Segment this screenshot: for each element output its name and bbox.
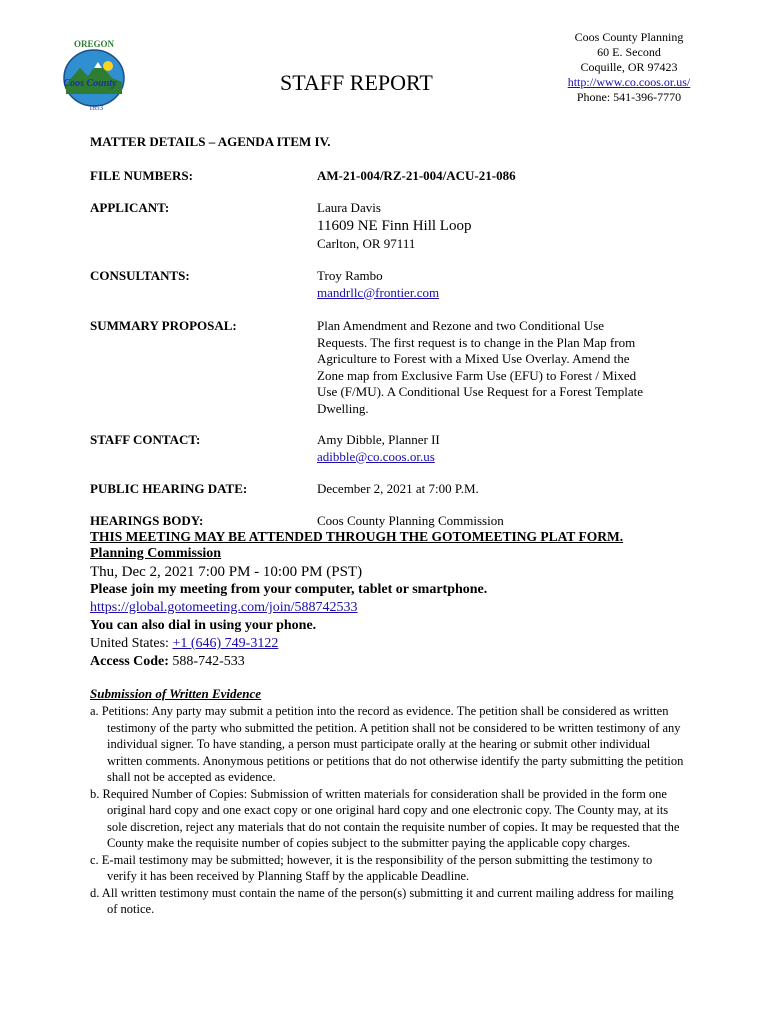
staff-contact-email-link[interactable]: adibble@co.coos.or.us xyxy=(317,448,435,464)
us-phone-link[interactable]: +1 (646) 749-3122 xyxy=(172,636,279,651)
hearings-body-label: HEARINGS BODY: xyxy=(90,513,204,528)
applicant-value xyxy=(317,200,677,252)
hearings-body-value: Coos County Planning Commission xyxy=(317,513,504,528)
evidence-item: b. Required Number of Copies: Submission of written materials for consideration shall be provided in the form one original hard copy and one exact copy or one original hard copy and one electronic copy. The County may, at its sole discretion, reject any materials that do not contain the requisite number of copies. It may be requested that the County make the requisite number of copies subject to the submitter paying the applicable copy charges. xyxy=(90,786,680,850)
us-phone-label: United States: xyxy=(90,636,173,651)
logo-text-year: 1853 xyxy=(89,104,103,112)
consultants-value xyxy=(317,268,677,301)
staff-contact-value xyxy=(317,432,677,465)
evidence-item: c. E-mail testimony may be submitted; however, it is the responsibility of the person submitting the testimony to verify it has been received by Planning Staff by the applicable Deadline. xyxy=(90,852,653,883)
applicant-city: Carlton, OR 97111 xyxy=(317,235,416,251)
meeting-name: Planning Commission xyxy=(90,546,222,561)
us-phone-row xyxy=(90,636,278,652)
consultants-label: CONSULTANTS: xyxy=(90,268,190,283)
address-line: Coos County Planning xyxy=(574,30,684,44)
office-address-block xyxy=(544,30,714,105)
summary-proposal-label: SUMMARY PROPOSAL: xyxy=(90,318,237,333)
evidence-item: d. All written testimony must contain the name of the person(s) submitting it and current mailing address for mailing of notice. xyxy=(90,885,674,916)
summary-line: Requests. The first request is to change in the Plan Map from xyxy=(317,334,636,350)
phone-number: Phone: 541-396-7770 xyxy=(576,90,682,104)
join-instructions: Please join my meeting from your computer, tablet or smartphone. xyxy=(90,582,488,597)
applicant-street: 11609 NE Finn Hill Loop xyxy=(317,217,472,234)
consultant-email-link[interactable]: mandrllc@frontier.com xyxy=(317,284,440,300)
access-code-value: 588-742-533 xyxy=(172,654,245,669)
hearing-date-value: December 2, 2021 at 7:00 P.M. xyxy=(317,481,479,496)
coos-county-logo xyxy=(56,38,132,114)
staff-contact-label: STAFF CONTACT: xyxy=(90,432,201,447)
summary-line: Plan Amendment and Rezone and two Conditional Use xyxy=(317,318,605,333)
summary-line: Agriculture to Forest with a Mixed Use Overlay. Amend the xyxy=(317,351,630,366)
meeting-time: Thu, Dec 2, 2021 7:00 PM - 10:00 PM (PST) xyxy=(90,564,363,580)
meeting-notice: THIS MEETING MAY BE ATTENDED THROUGH THE GOTOMEETING PLAT FORM. xyxy=(90,529,624,544)
website-link[interactable]: http://www.co.coos.or.us/ xyxy=(567,75,691,89)
summary-proposal-value xyxy=(317,318,677,417)
applicant-label: APPLICANT: xyxy=(90,200,170,215)
address-line: Coquille, OR 97423 xyxy=(580,60,678,74)
written-evidence-heading: Submission of Written Evidence xyxy=(90,686,262,701)
hearing-date-label: PUBLIC HEARING DATE: xyxy=(90,481,248,496)
address-line: 60 E. Second xyxy=(597,45,661,59)
file-numbers-value: AM-21-004/RZ-21-004/ACU-21-086 xyxy=(317,168,516,183)
summary-line: Use (F/MU). A Conditional Use Request for a Forest Template xyxy=(317,384,643,399)
logo-text-oregon: OREGON xyxy=(73,39,115,49)
logo-text-county: Coos County xyxy=(63,78,117,89)
consultant-name: Troy Rambo xyxy=(317,268,383,283)
matter-details-heading: MATTER DETAILS – AGENDA ITEM IV. xyxy=(90,134,331,149)
applicant-name: Laura Davis xyxy=(317,200,381,215)
dial-instructions: You can also dial in using your phone. xyxy=(90,618,317,633)
summary-line: Zone map from Exclusive Farm Use (EFU) to Forest / Mixed xyxy=(317,367,637,383)
summary-line: Dwelling. xyxy=(317,400,369,416)
access-code-label: Access Code: xyxy=(90,654,173,669)
evidence-item: a. Petitions: Any party may submit a petition into the record as evidence. The petition shall be considered as written testimony of the party who submitted the petition. A petition shall not be considered to be written testimony of any individual signer. To have standing, a person must participate orally at the hearing or submit other individual written comments. Anonymous petitions or petitions that do not otherwise identify the party submitting the petition shall not be accepted as evidence. xyxy=(90,704,684,784)
written-evidence-list xyxy=(90,703,685,918)
staff-contact-name: Amy Dibble, Planner II xyxy=(317,432,440,447)
gotomeeting-link[interactable]: https://global.gotomeeting.com/join/588742533 xyxy=(90,600,358,615)
document-title: STAFF REPORT xyxy=(280,70,433,95)
file-numbers-label: FILE NUMBERS: xyxy=(90,168,193,183)
access-code-row xyxy=(90,654,245,670)
